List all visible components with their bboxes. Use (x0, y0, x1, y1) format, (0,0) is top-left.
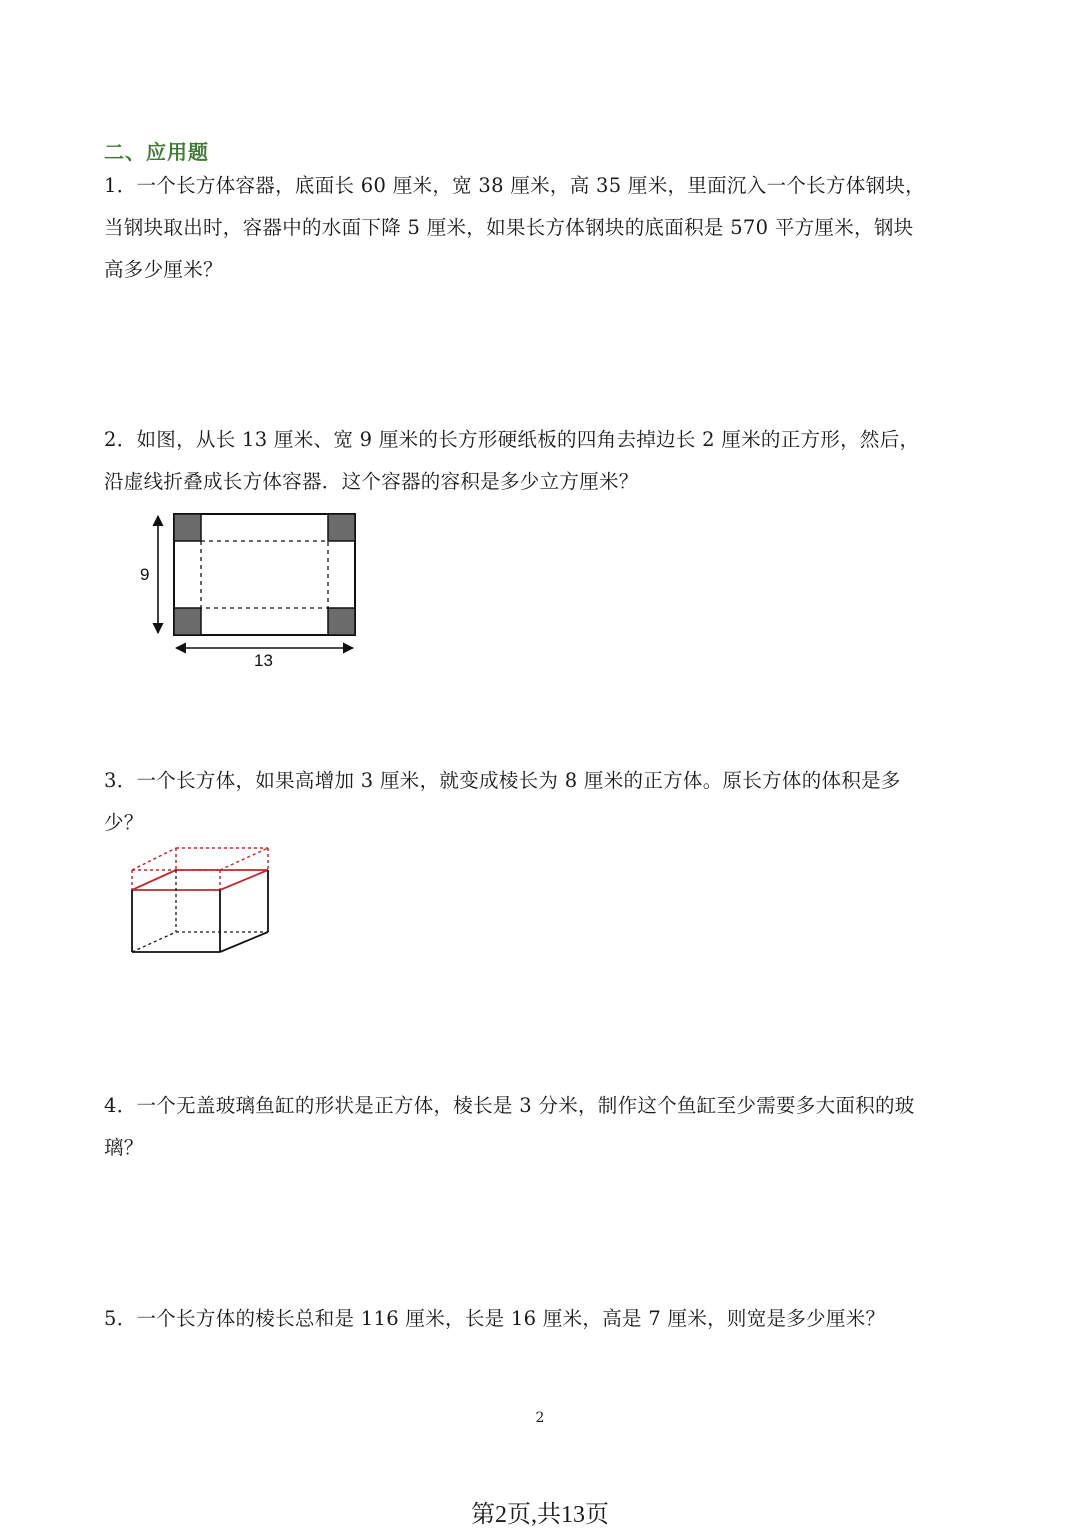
question-line: 2．如图，从长 13 厘米、宽 9 厘米的长方形硬纸板的四角去掉边长 2 厘米的正方形，然后， (104, 428, 920, 451)
question-line: 4．一个无盖玻璃鱼缸的形状是正方体，棱长是 3 分米，制作这个鱼缸至少需要多大面积的玻 (104, 1094, 915, 1117)
question-line: 沿虚线折叠成长方体容器．这个容器的容积是多少立方厘米？ (104, 470, 639, 493)
question-line: 璃？ (104, 1136, 144, 1159)
cuboid-figure (124, 840, 284, 969)
question-line: 当钢块取出时，容器中的水面下降 5 厘米，如果长方体钢块的底面积是 570 平方厘米，钢块 (104, 216, 914, 239)
page-number: 2 (535, 1410, 545, 1426)
question-4 (104, 1085, 984, 1169)
cuboid-edges (132, 870, 268, 952)
question-5 (104, 1298, 984, 1340)
corner-square (328, 514, 355, 541)
page-footer: 第2页,共13页 (471, 1502, 609, 1528)
question-line: 少？ (104, 811, 144, 834)
section-title: 二、应用题 (104, 140, 209, 164)
fold-line (201, 541, 328, 608)
width-label: 13 (254, 651, 273, 670)
question-3 (104, 760, 984, 844)
question-2 (104, 419, 984, 503)
cardboard-figure (120, 500, 380, 684)
corner-square (174, 608, 201, 635)
original-top-edge (132, 870, 268, 890)
question-line: 5．一个长方体的棱长总和是 116 厘米，长是 16 厘米，高是 7 厘米，则宽是多少厘米？ (104, 1307, 886, 1330)
added-height-outline (132, 848, 268, 890)
question-line: 高多少厘米？ (104, 258, 223, 281)
corner-square (328, 608, 355, 635)
question-1 (104, 165, 984, 291)
height-label: 9 (140, 565, 150, 584)
question-line: 1．一个长方体容器，底面长 60 厘米，宽 38 厘米，高 35 厘米，里面沉入一个长方体钢块， (104, 174, 925, 197)
corner-square (174, 514, 201, 541)
question-line: 3．一个长方体，如果高增加 3 厘米，就变成棱长为 8 厘米的正方体。原长方体的体积是多 (104, 769, 901, 792)
